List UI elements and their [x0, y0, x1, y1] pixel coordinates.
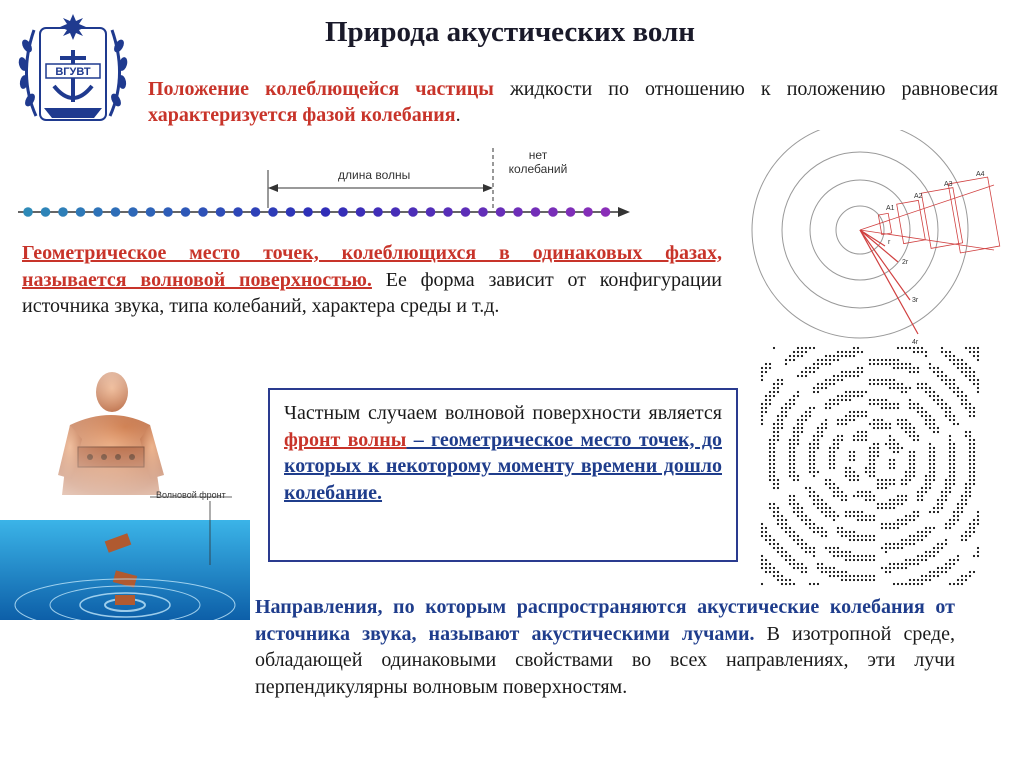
- wave-surface-text: Ее форма зависит от конфигурации источника звука, типа колебаний, характера среды и т.д.: [22, 268, 722, 318]
- acoustic-rays-paragraph: [255, 594, 955, 700]
- particle-dot: [461, 207, 471, 217]
- intro-text-1: жидкости по отношению к положению равновесия: [493, 78, 998, 100]
- acoustic-rays-text: В изотропной среде, обладающей одинаковыми свойствами во всех направлениях, эти лучи перпендикулярны волновым поверхностям.: [255, 622, 956, 698]
- particle-dot: [548, 207, 558, 217]
- label-2r: 2r: [902, 259, 909, 266]
- label-r: r: [888, 239, 891, 246]
- particle-dot: [233, 207, 243, 217]
- particle-dot: [76, 207, 86, 217]
- no-oscillation-line-2: колебаний: [508, 162, 568, 177]
- particle-dot: [93, 207, 103, 217]
- particle-dot: [583, 207, 593, 217]
- particle-dot: [146, 207, 156, 217]
- particle-dot: [478, 207, 488, 217]
- intro-period: .: [455, 104, 461, 126]
- wavefront-label: Волновой фронт: [156, 490, 226, 500]
- label-4r: 4r: [912, 339, 919, 346]
- label-a2: A2: [914, 193, 923, 200]
- label-3r: 3r: [912, 297, 919, 304]
- no-oscillation-label: [508, 148, 568, 177]
- particle-dot: [496, 207, 506, 217]
- particle-dot: [251, 207, 261, 217]
- particle-dot: [41, 207, 51, 217]
- particle-dot: [566, 207, 576, 217]
- wave-surface-paragraph: [22, 240, 722, 320]
- particle-dot: [356, 207, 366, 217]
- acoustic-rays-definition: Направления, по которым распространяются акустические колебания от источника звука, называют акустическими лучами.: [255, 596, 955, 645]
- wave-front-lead: Частным случаем волновой поверхности является: [284, 402, 722, 424]
- university-logo: [14, 6, 132, 128]
- particle-dot: [58, 207, 68, 217]
- particle-dot: [303, 207, 313, 217]
- particle-dot: [426, 207, 436, 217]
- particle-dot: [408, 207, 418, 217]
- page-title: Природа акустических волн: [324, 16, 696, 48]
- logo-text: ВГУВТ: [55, 66, 91, 78]
- particle-dot: [163, 207, 173, 217]
- particle-dot: [23, 207, 33, 217]
- no-oscillation-line-1: нет: [528, 148, 548, 162]
- particle-dot: [373, 207, 383, 217]
- particle-dot: [443, 207, 453, 217]
- particle-dot: [601, 207, 611, 217]
- particle-dot: [181, 207, 191, 217]
- particle-dot: [531, 207, 541, 217]
- particle-dot: [338, 207, 348, 217]
- wavelength-label: длина волны: [338, 168, 411, 182]
- wave-front-term: фронт волны: [284, 428, 407, 451]
- wave-surface-definition: Геометрическое место точек, колеблющихся в одинаковых фазах, называется волновой поверхностью.: [22, 242, 722, 291]
- label-a4: A4: [976, 171, 985, 178]
- spherical-wave-diagram: [740, 130, 1024, 350]
- intro-paragraph: [148, 76, 998, 128]
- label-a1: A1: [886, 205, 895, 212]
- particle-dot: [286, 207, 296, 217]
- label-a3: A3: [944, 181, 953, 188]
- interference-pattern-image: [760, 346, 982, 586]
- particle-dot: [391, 207, 401, 217]
- particle-dot: [128, 207, 138, 217]
- interference-dots: [761, 347, 979, 585]
- particle-dot: [513, 207, 523, 217]
- particle-dot: [111, 207, 121, 217]
- particle-dot: [198, 207, 208, 217]
- intro-highlight-1: Положение колеблющейся частицы: [148, 78, 494, 100]
- intro-highlight-2: характеризуется фазой колебания: [148, 104, 456, 126]
- particle-dot: [321, 207, 331, 217]
- wave-front-definition: – геометрическое место точек, до которых к некоторому моменту времени дошло колебание.: [284, 428, 722, 504]
- wave-front-box: [268, 388, 738, 562]
- particle-dot: [268, 207, 278, 217]
- particle-dot: [216, 207, 226, 217]
